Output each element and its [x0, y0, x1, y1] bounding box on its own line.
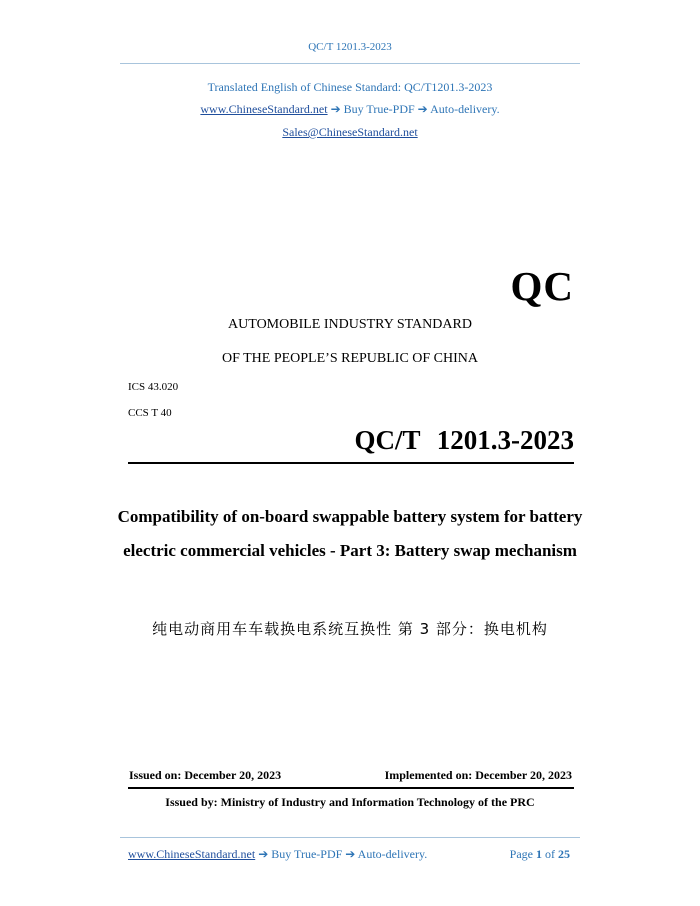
page-current: 1 [536, 847, 542, 861]
footer-divider [120, 837, 580, 838]
standard-number: QC/T 1201.3-2023 [354, 425, 574, 455]
header-standard-code: QC/T 1201.3-2023 [308, 41, 392, 53]
issued-on-date: Issued on: December 20, 2023 [129, 768, 282, 782]
org-line-1: AUTOMOBILE INDUSTRY STANDARD [228, 317, 472, 332]
purchase-line [0, 102, 700, 117]
ccs-code: CCS T 40 [128, 407, 172, 419]
site-link[interactable]: www.ChineseStandard.net [200, 102, 328, 116]
qc-logo: QC [510, 263, 574, 309]
page-indicator [510, 847, 570, 862]
page-label: Page [509, 847, 533, 861]
email-link[interactable]: Sales@ChineseStandard.net [282, 125, 418, 139]
of-label: of [545, 847, 555, 861]
chinese-title: 纯电动商用车车载换电系统互换性 第 3 部分：换电机构 [152, 620, 548, 638]
page-total: 25 [558, 847, 570, 861]
implemented-on-date: Implemented on: December 20, 2023 [384, 768, 572, 782]
issue-divider [128, 787, 574, 789]
footer-buy-text: ➔ Buy True-PDF ➔ Auto-delivery. [258, 847, 428, 861]
header-divider [120, 63, 580, 64]
title-divider [128, 462, 574, 464]
footer-purchase-line [128, 847, 427, 862]
footer-site-link[interactable]: www.ChineseStandard.net [128, 847, 256, 861]
buy-text: ➔ Buy True-PDF ➔ Auto-delivery. [330, 102, 500, 116]
document-title: Compatibility of on-board swappable battery system for battery electric commercial vehicles - Part 3: Battery swap mechanism [117, 507, 583, 560]
ics-code: ICS 43.020 [128, 381, 179, 393]
email-line [0, 125, 700, 140]
issuing-authority: Issued by: Ministry of Industry and Information Technology of the PRC [165, 795, 535, 809]
org-line-2: OF THE PEOPLE’S REPUBLIC OF CHINA [221, 351, 479, 366]
translation-notice: Translated English of Chinese Standard: QC/T1201.3-2023 [207, 80, 493, 94]
